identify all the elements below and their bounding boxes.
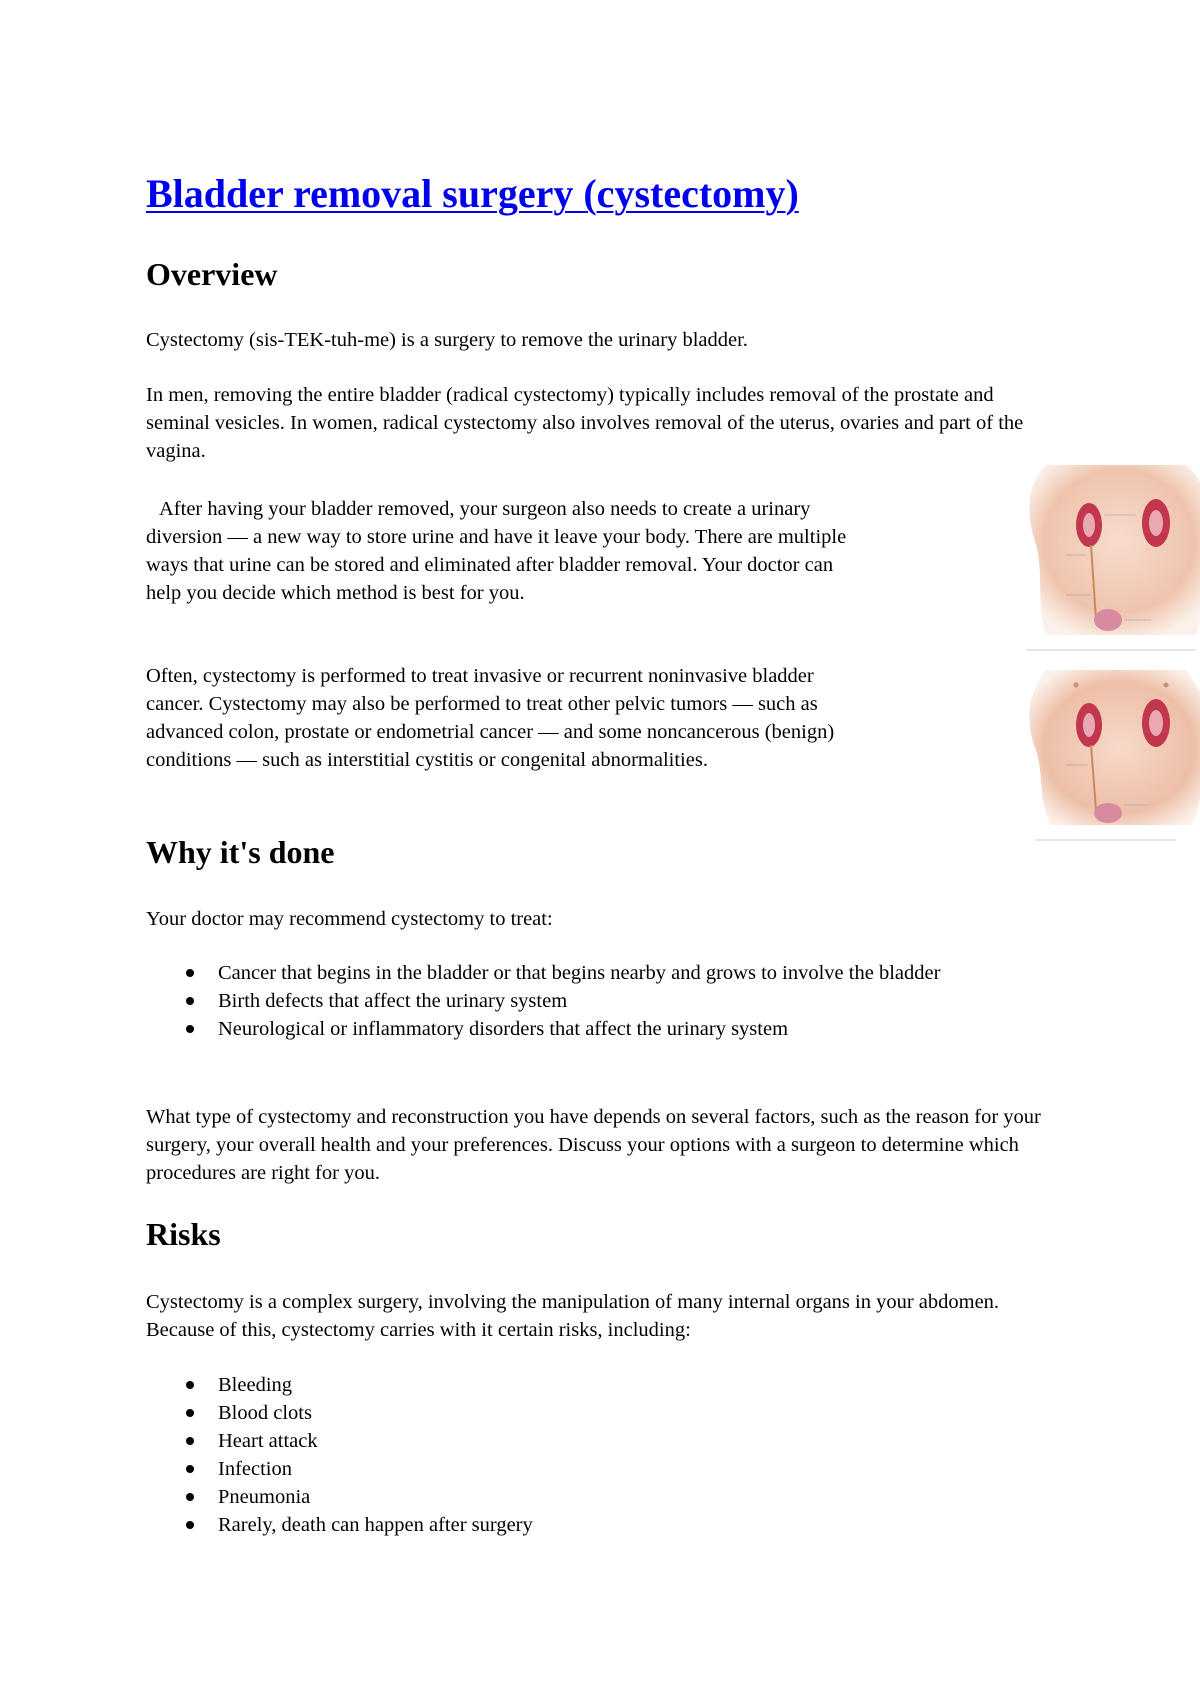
list-item: Bleeding (146, 1371, 1026, 1399)
list-item: Heart attack (146, 1427, 1026, 1455)
anatomy-illustration (876, 455, 1200, 845)
list-item: Neurological or inflammatory disorders that affect the urinary system (146, 1015, 1026, 1043)
page-title (146, 172, 799, 216)
overview-heading: Overview (146, 256, 278, 292)
risks-list (146, 1371, 1026, 1539)
risks-heading: Risks (146, 1216, 221, 1252)
list-item: Infection (146, 1455, 1026, 1483)
list-item: Birth defects that affect the urinary system (146, 987, 1026, 1015)
list-item: Blood clots (146, 1399, 1026, 1427)
overview-paragraph-1: Cystectomy (sis-TEK-tuh-me) is a surgery to remove the urinary bladder. (146, 329, 748, 351)
male-torso-figure (1029, 670, 1200, 825)
why-heading: Why it's done (146, 834, 335, 870)
female-torso-figure (1029, 465, 1200, 635)
overview-paragraph-3: After having your bladder removed, your surgeon also needs to create a urinary diversion — a new way to store urine and have it leave your body. There are multiple ways that urine can be stored and eliminated after bladder removal. Your doctor can help you decide which method is best for you. (146, 498, 847, 604)
risks-intro: Cystectomy is a complex surgery, involving the manipulation of many internal organs in your abdomen. Because of this, cystectomy carries with it certain risks, including: (146, 1291, 1000, 1341)
why-outro: What type of cystectomy and reconstruction you have depends on several factors, such as the reason for your surgery, your overall health and your preferences. Discuss your options with a surgeon to determine which procedures are right for you. (146, 1106, 1041, 1184)
overview-paragraph-2: In men, removing the entire bladder (radical cystectomy) typically includes removal of the prostate and seminal vesicles. In women, radical cystectomy also involves removal of the uterus, ovaries and part of the vagina. (146, 384, 1024, 462)
list-item: Rarely, death can happen after surgery (146, 1511, 1026, 1539)
title-link[interactable]: Bladder removal surgery (cystectomy) (146, 171, 799, 216)
list-item: Cancer that begins in the bladder or that begins nearby and grows to involve the bladder (146, 959, 1026, 987)
overview-paragraph-4: Often, cystectomy is performed to treat invasive or recurrent noninvasive bladder cancer. Cystectomy may also be performed to treat other pelvic tumors — such as advanced colon, prostate or endometrial cancer — and some noncancerous (benign) conditions — such as interstitial cystitis or congenital abnormalities. (146, 665, 835, 771)
why-list (146, 959, 1026, 1043)
why-intro: Your doctor may recommend cystectomy to treat: (146, 908, 553, 930)
list-item: Pneumonia (146, 1483, 1026, 1511)
